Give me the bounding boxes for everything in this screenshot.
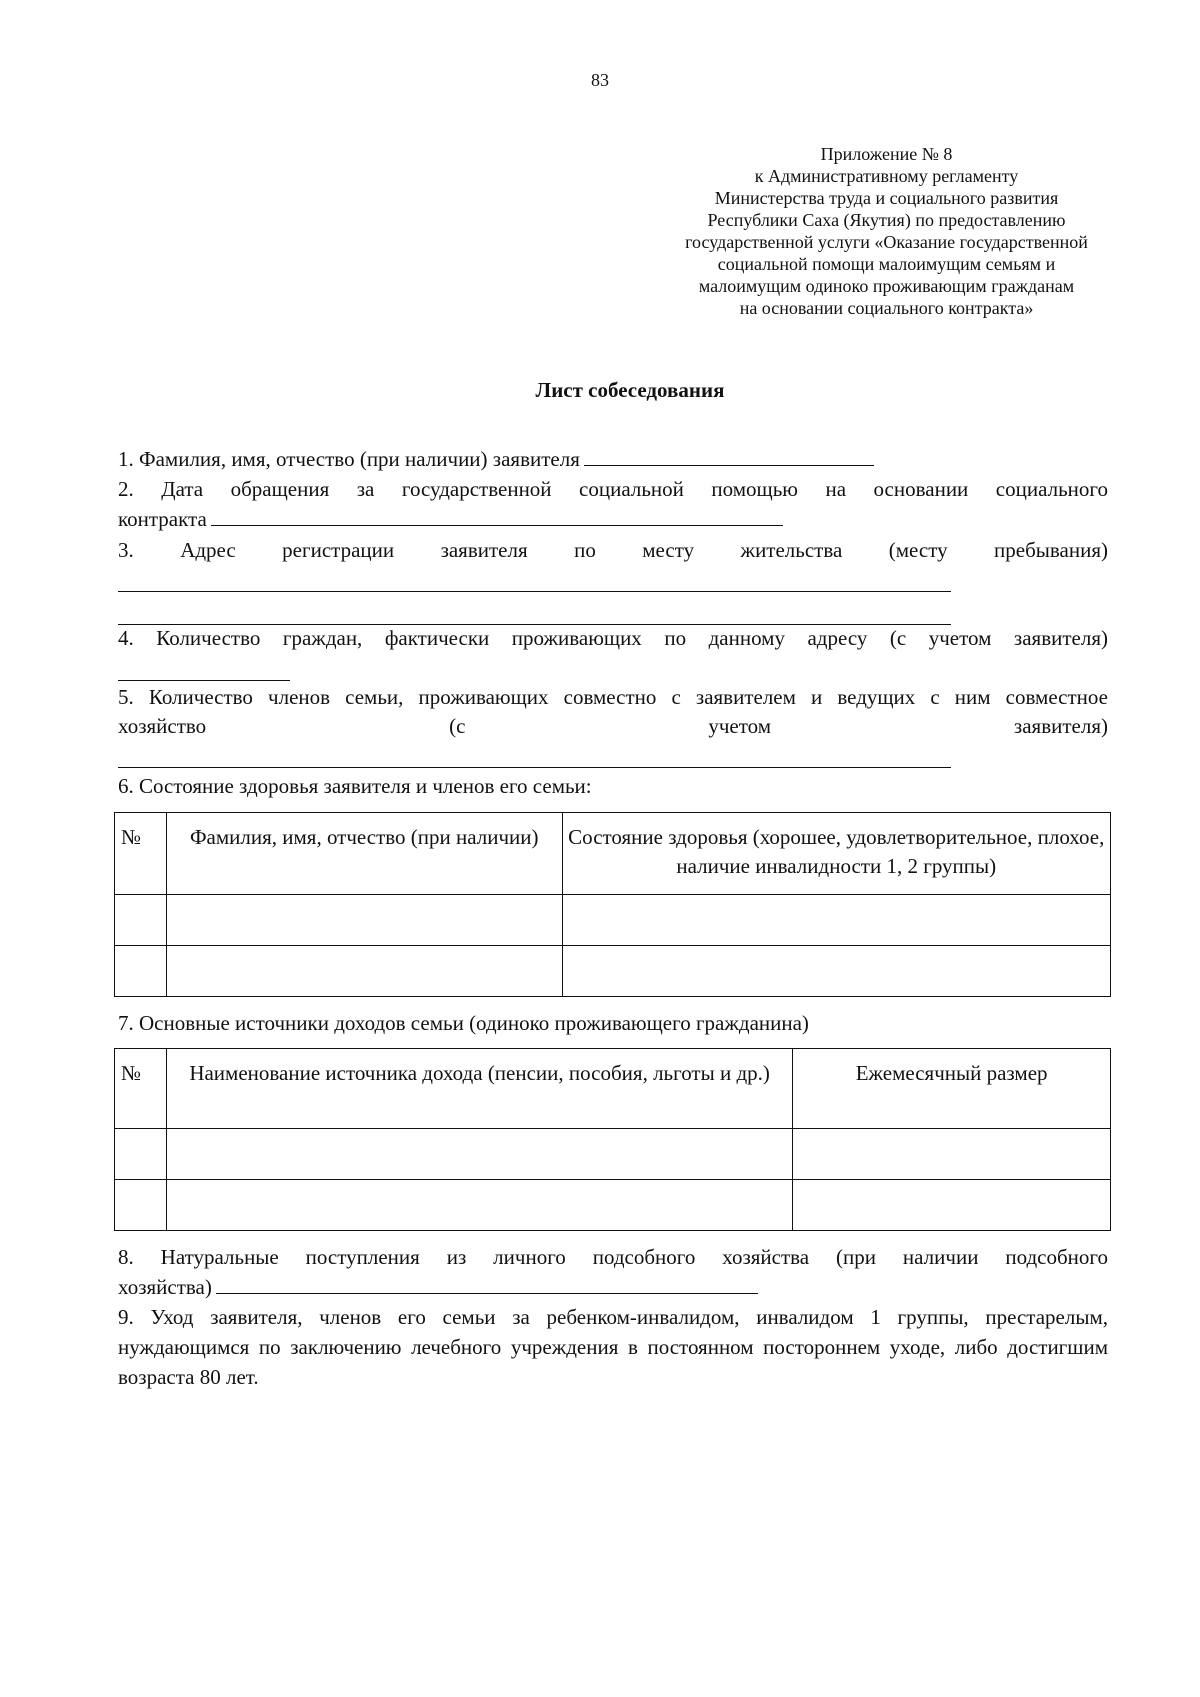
health-table-header xyxy=(115,813,1111,895)
appendix-header xyxy=(655,143,1118,319)
table-cell[interactable] xyxy=(562,946,1111,997)
appendix-line: социальной помощи малоимущим семьям и xyxy=(717,254,1056,274)
answer-line-4[interactable] xyxy=(118,680,290,681)
question-6: 6. Состояние здоровья заявителя и членов его семьи: xyxy=(118,774,592,798)
appendix-line: к Административному регламенту xyxy=(754,166,1019,186)
table-row xyxy=(115,946,1111,997)
answer-line-2[interactable] xyxy=(211,524,783,526)
table-cell[interactable] xyxy=(166,946,562,997)
question-4-line-1: 4. Количество граждан, фактически проживающих по данному адресу (с учетом заявителя) xyxy=(118,626,1108,650)
appendix-line: государственной услуги «Оказание государственной xyxy=(685,232,1088,252)
document-title: Лист собеседования xyxy=(535,378,725,402)
table-cell[interactable] xyxy=(793,1129,1111,1180)
health-table xyxy=(114,812,1111,997)
table-row xyxy=(115,895,1111,946)
table-cell[interactable] xyxy=(115,895,167,946)
question-2-text: контракта xyxy=(118,507,207,531)
table-cell[interactable] xyxy=(166,1129,792,1180)
appendix-line: Министерства труда и социального развития xyxy=(714,188,1059,208)
income-col-monthly: Ежемесячный размер xyxy=(793,1049,1111,1129)
answer-line-5[interactable] xyxy=(118,767,951,768)
page-number: 83 xyxy=(591,70,609,90)
question-1 xyxy=(118,444,1108,474)
income-table xyxy=(114,1048,1111,1231)
question-2-line-1: 2. Дата обращения за государственной социальной помощью на основании социального xyxy=(118,477,1108,501)
health-col-number: № xyxy=(115,813,167,895)
answer-line-1[interactable] xyxy=(584,464,874,466)
table-cell[interactable] xyxy=(115,1180,167,1231)
table-cell[interactable] xyxy=(166,1180,792,1231)
income-col-number: № xyxy=(115,1049,167,1129)
question-3-line-1: 3. Адрес регистрации заявителя по месту жительства (месту пребывания) xyxy=(118,538,1108,562)
table-cell[interactable] xyxy=(562,895,1111,946)
appendix-line: малоимущим одиноко проживающим гражданам xyxy=(698,276,1075,296)
question-8-text: хозяйства) xyxy=(118,1275,212,1299)
income-table-header xyxy=(115,1049,1111,1129)
appendix-line: Приложение № 8 xyxy=(820,144,953,164)
health-col-name: Фамилия, имя, отчество (при наличии) xyxy=(166,813,562,895)
table-cell[interactable] xyxy=(115,946,167,997)
question-8-line-2 xyxy=(118,1272,1108,1302)
appendix-line: Республики Саха (Якутия) по предоставлению xyxy=(707,210,1066,230)
health-col-status: Состояние здоровья (хорошее, удовлетворительное, плохое, наличие инвалидности 1, 2 группы) xyxy=(562,813,1111,895)
table-cell[interactable] xyxy=(793,1180,1111,1231)
table-row xyxy=(115,1129,1111,1180)
question-2-line-2 xyxy=(118,504,1108,534)
question-8-line-1: 8. Натуральные поступления из личного подсобного хозяйства (при наличии подсобного xyxy=(118,1245,1108,1269)
table-cell[interactable] xyxy=(115,1129,167,1180)
table-cell[interactable] xyxy=(166,895,562,946)
question-7: 7. Основные источники доходов семьи (одиноко проживающего гражданина) xyxy=(118,1011,809,1035)
question-9: 9. Уход заявителя, членов его семьи за ребенком-инвалидом, инвалидом 1 группы, престарелым, нуждающимся по заключению лечебного учреждения в постоянном постороннем уходе, либо достигшим возраста 80 лет. xyxy=(118,1305,1108,1389)
question-5-line-2: хозяйство (с учетом заявителя) xyxy=(118,714,1108,738)
answer-line-3a[interactable] xyxy=(118,591,951,592)
question-1-text: 1. Фамилия, имя, отчество (при наличии) заявителя xyxy=(118,447,580,471)
table-row xyxy=(115,1180,1111,1231)
question-5-line-1: 5. Количество членов семьи, проживающих совместно с заявителем и ведущих с ним совместное xyxy=(118,685,1108,709)
answer-line-8[interactable] xyxy=(216,1292,758,1294)
income-col-source: Наименование источника дохода (пенсии, пособия, льготы и др.) xyxy=(166,1049,792,1129)
appendix-line: на основании социального контракта» xyxy=(739,298,1034,318)
